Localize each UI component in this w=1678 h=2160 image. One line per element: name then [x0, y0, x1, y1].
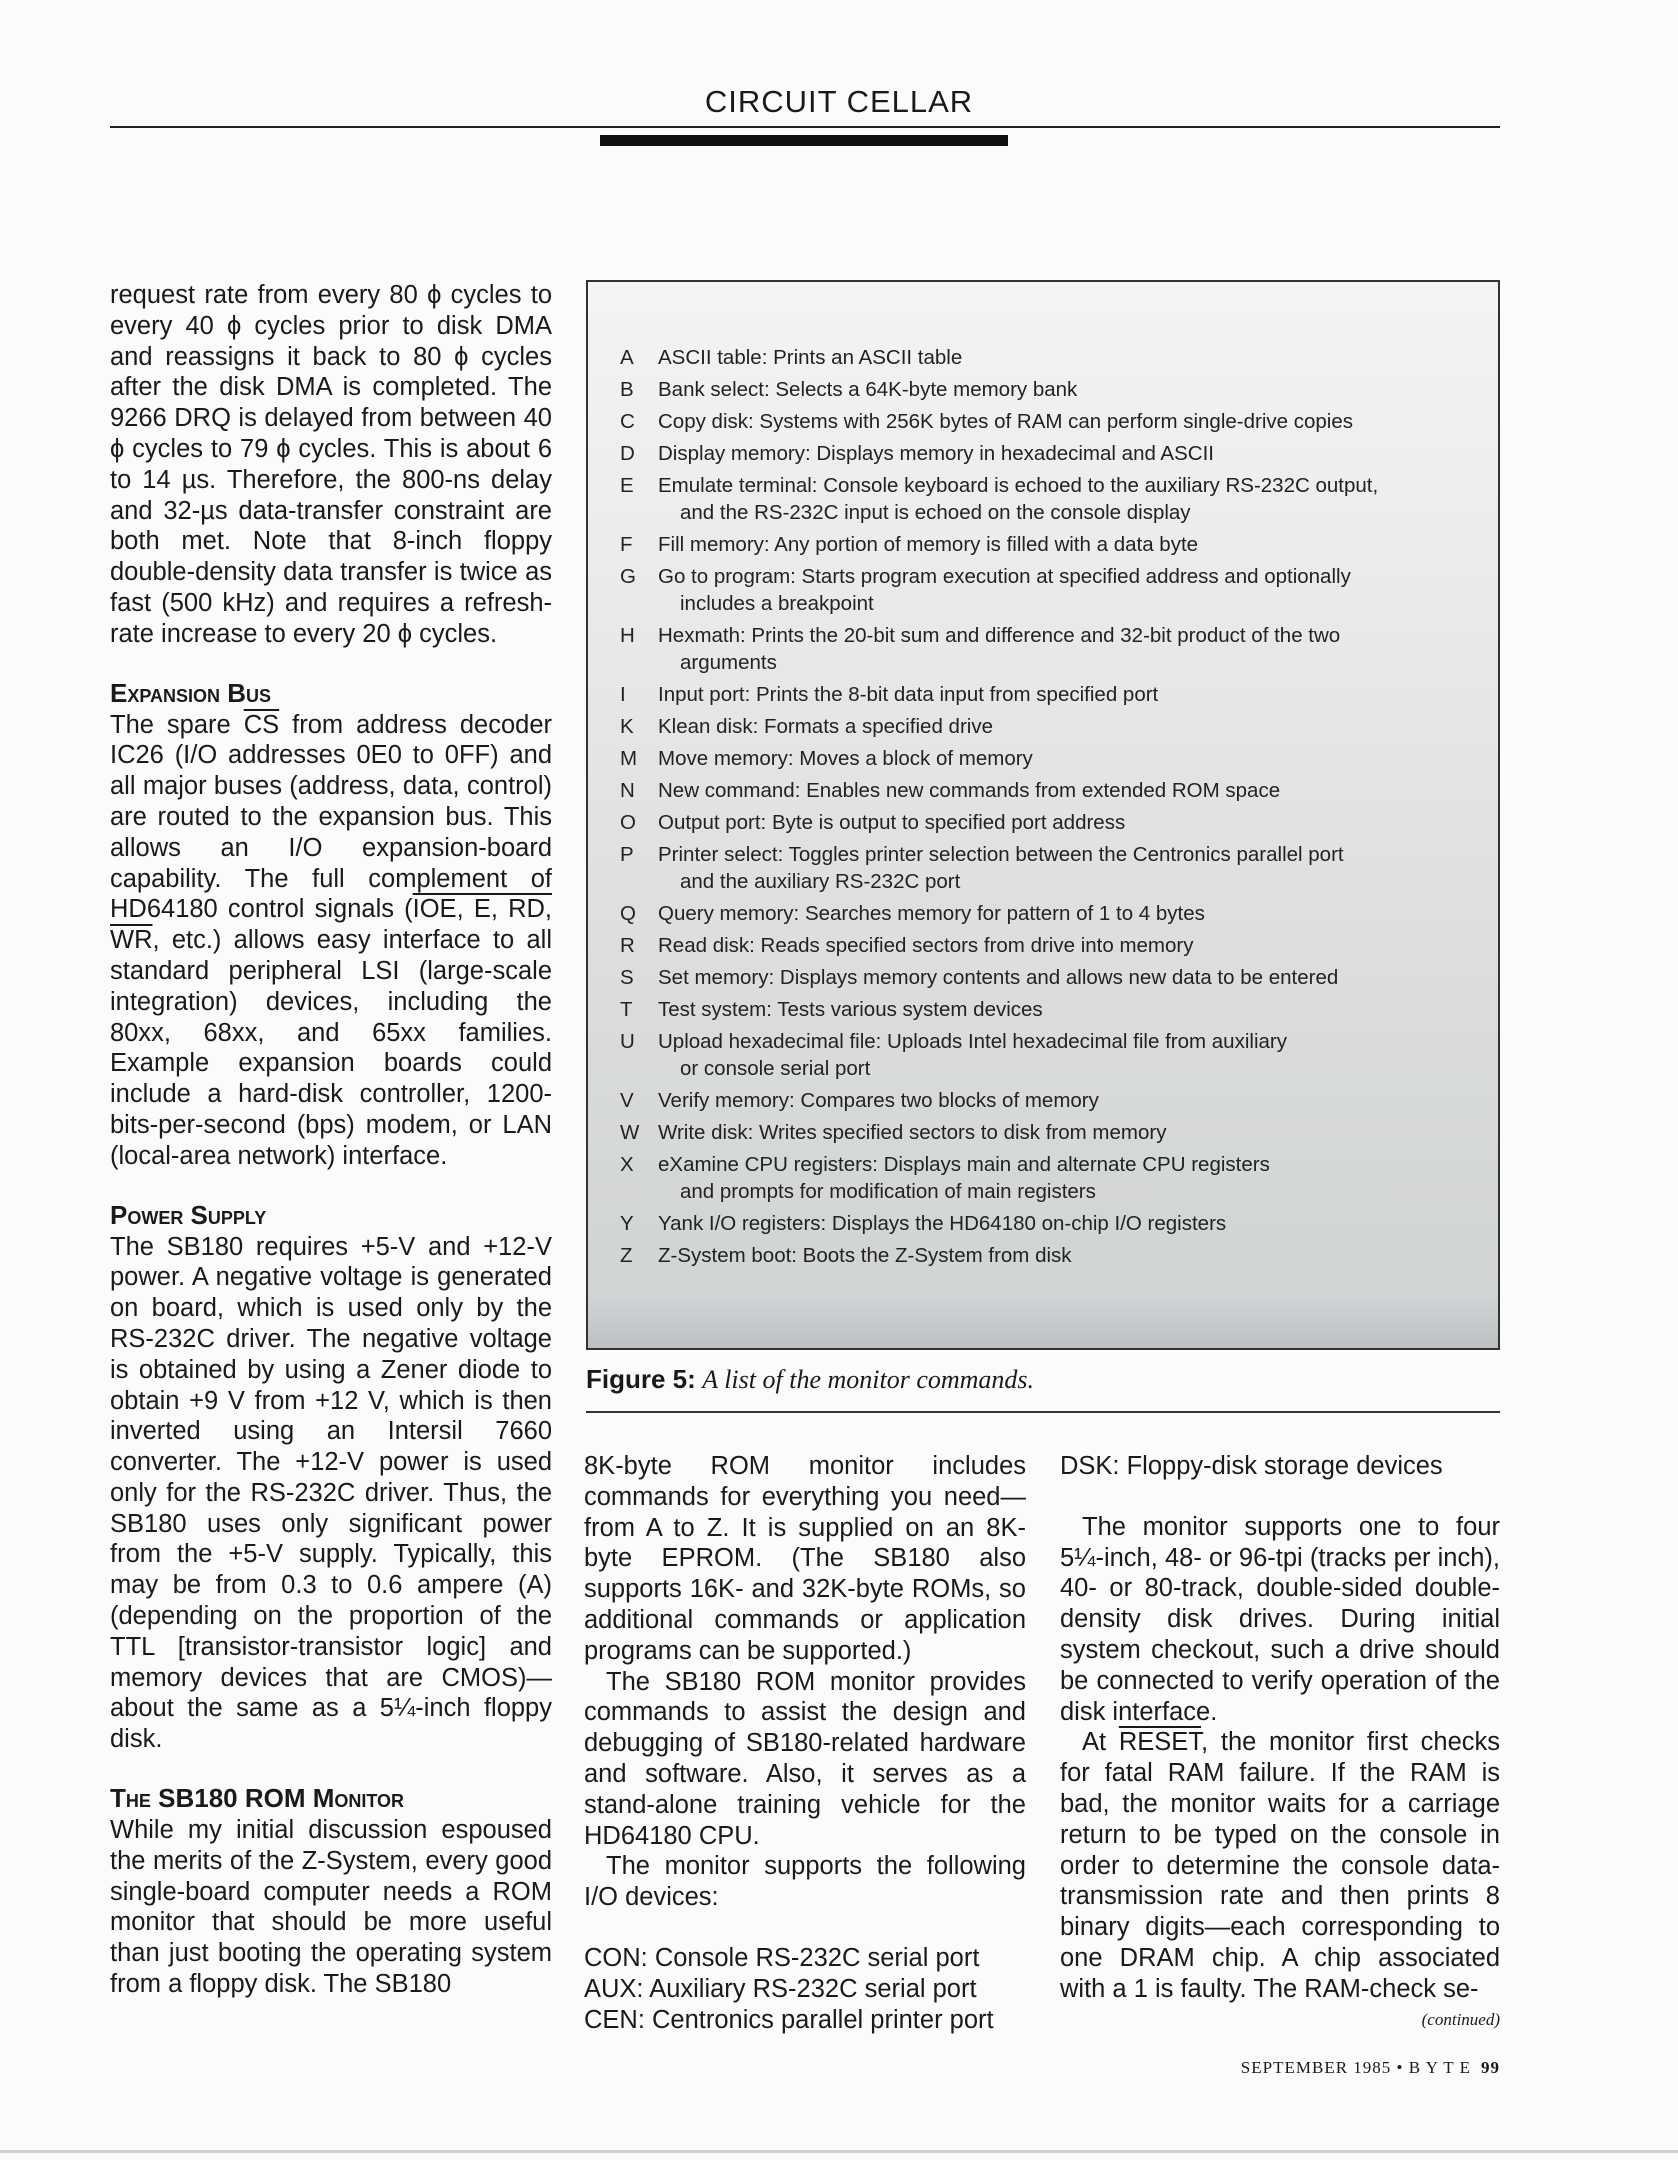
- command-description-line: Query memory: Searches memory for pattern of 1 to 4 bytes: [658, 902, 1205, 925]
- section-title: CIRCUIT CELLAR: [704, 84, 974, 119]
- page-number: 99: [1481, 2058, 1500, 2077]
- command-description: [646, 841, 1480, 895]
- command-description: [646, 713, 1480, 740]
- expansion-bus-paragraph: [110, 710, 552, 1172]
- command-description: [646, 1119, 1480, 1146]
- command-description-continuation: arguments: [680, 651, 777, 674]
- command-description: [646, 681, 1480, 708]
- command-description: [646, 996, 1480, 1023]
- command-description: [646, 622, 1480, 676]
- command-description-line: Display memory: Displays memory in hexadecimal and ASCII: [658, 442, 1214, 465]
- command-description-line: Output port: Byte is output to specified port address: [658, 811, 1126, 834]
- expansion-bus-heading-text: Expansion Bus: [110, 677, 272, 708]
- figure-5-box: [586, 280, 1500, 1350]
- bottom-edge-line: [0, 2150, 1678, 2153]
- expansion-text-1: The spare: [110, 710, 244, 739]
- header-bar: [600, 135, 1008, 146]
- device-con: CON: Console RS-232C serial port: [584, 1943, 980, 1972]
- command-list: [620, 344, 1480, 1274]
- command-letter: G: [620, 565, 636, 588]
- command-description: [646, 440, 1480, 467]
- command-letter: U: [620, 1030, 635, 1053]
- reset-text-rest: , the monitor first checks for fatal RAM failure. If the RAM is bad, the monitor waits for a carriage return to be typed on the console in order to determine the console data-transmission rate and then prints 8 binary digits—each corresponding to one DRAM chip. A chip associated with a 1 is faulty. The RAM-check se-: [1060, 1728, 1501, 2003]
- middle-paragraph-2: The SB180 ROM monitor provides commands to assist the design and debugging of SB180-related hardware and software. Also, it serves as a stand-alone training vehicle for the HD64180 CPU.: [584, 1667, 1026, 1850]
- right-column: [1060, 1451, 1500, 2005]
- command-row: [620, 841, 1480, 895]
- command-row: [620, 440, 1480, 467]
- command-row: [620, 996, 1480, 1023]
- command-description: [646, 1242, 1480, 1269]
- command-description-line: eXamine CPU registers: Displays main and alternate CPU registers: [658, 1153, 1270, 1176]
- command-letter: D: [620, 442, 635, 465]
- middle-paragraph-1: 8K-byte ROM monitor includes commands for everything you need—from A to Z. It is supplied on an 8K-byte EPROM. (The SB180 also supports 16K- and 32K-byte ROMs, so additional commands or application programs can be supported.): [584, 1452, 1026, 1665]
- intro-paragraph: request rate from every 80 ϕ cycles to every 40 ϕ cycles prior to disk DMA and reassigns it back to 80 ϕ cycles after the disk DMA is completed. The 9266 DRQ is delayed from between 40 ϕ cycles to 79 ϕ cycles. This is about 6 to 14 µs. Therefore, the 800-ns delay and 32-µs data-transfer constraint are both met. Note that 8-inch floppy double-density data transfer is twice as fast (500 kHz) and requires a refresh-rate increase to every 20 ϕ cycles.: [110, 281, 552, 648]
- command-letter: F: [620, 533, 633, 556]
- command-row: [620, 932, 1480, 959]
- command-letter: C: [620, 410, 635, 433]
- command-description-line: Move memory: Moves a block of memory: [658, 747, 1033, 770]
- command-letter: Q: [620, 902, 636, 925]
- command-row: [620, 408, 1480, 435]
- command-row: [620, 900, 1480, 927]
- figure-caption-label: Figure 5:: [586, 1364, 696, 1394]
- page-footer: [1100, 2058, 1500, 2078]
- command-letter: T: [620, 998, 633, 1021]
- command-letter: A: [620, 346, 634, 369]
- command-description-line: ASCII table: Prints an ASCII table: [658, 346, 963, 369]
- command-description: [646, 344, 1480, 371]
- command-description-line: Go to program: Starts program execution at specified address and optionally: [658, 565, 1351, 588]
- reset-text-start: At: [1082, 1728, 1119, 1757]
- figure-caption: [586, 1364, 1034, 1395]
- command-letter: B: [620, 378, 634, 401]
- command-row: [620, 1151, 1480, 1205]
- command-row: [620, 1087, 1480, 1114]
- command-description-continuation: and prompts for modification of main registers: [680, 1180, 1096, 1203]
- command-row: [620, 809, 1480, 836]
- command-description-line: Fill memory: Any portion of memory is filled with a data byte: [658, 533, 1199, 556]
- rom-monitor-paragraph: While my initial discussion espoused the merits of the Z-System, every good single-board computer needs a ROM monitor that should be more useful than just booting the operating system from a floppy disk. The SB180: [110, 1816, 552, 1999]
- command-description-line: Hexmath: Prints the 20-bit sum and difference and 32-bit product of the two: [658, 624, 1341, 647]
- command-row: [620, 622, 1480, 676]
- left-column: [110, 280, 552, 2000]
- command-letter: E: [620, 474, 634, 497]
- command-description-line: Write disk: Writes specified sectors to disk from memory: [658, 1121, 1167, 1144]
- command-description: [646, 745, 1480, 772]
- header-rule: [110, 126, 1500, 128]
- command-letter: O: [620, 811, 636, 834]
- command-description: [646, 932, 1480, 959]
- command-description-line: Copy disk: Systems with 256K bytes of RAM can perform single-drive copies: [658, 410, 1353, 433]
- command-letter: R: [620, 934, 635, 957]
- command-description: [646, 900, 1480, 927]
- command-letter: M: [620, 747, 638, 770]
- command-description-line: Upload hexadecimal file: Uploads Intel hexadecimal file from auxiliary: [658, 1030, 1287, 1053]
- command-description-line: New command: Enables new commands from extended ROM space: [658, 779, 1281, 802]
- figure-shading: [588, 1298, 1498, 1348]
- device-cen: CEN: Centronics parallel printer port: [584, 2005, 994, 2034]
- command-row: [620, 964, 1480, 991]
- command-description: [646, 809, 1480, 836]
- expansion-text-3: , etc.) allows easy interface to all standard peripheral LSI (large-scale integration) devices, including the 80xx, 68xx, and 65xx families. Example expansion boards could include a hard-disk controller, 1200-bits-per-second (bps) modem, or LAN (local-area network) interface.: [110, 926, 552, 1170]
- power-supply-heading-text: Power Supply: [110, 1199, 267, 1230]
- expansion-bus-heading: [110, 678, 552, 708]
- command-row: [620, 1028, 1480, 1082]
- command-description-continuation: and the auxiliary RS-232C port: [680, 870, 961, 893]
- command-letter: K: [620, 715, 634, 738]
- power-supply-heading: [110, 1200, 552, 1230]
- command-description: [646, 1028, 1480, 1082]
- command-description: [646, 1087, 1480, 1114]
- cs-signal: $\overline{CS}$: [243, 710, 280, 739]
- command-row: [620, 376, 1480, 403]
- command-description: [646, 964, 1480, 991]
- middle-paragraph-3: The monitor supports the following I/O devices:: [584, 1852, 1026, 1912]
- command-description-continuation: includes a breakpoint: [680, 592, 874, 615]
- command-row: [620, 681, 1480, 708]
- command-letter: H: [620, 624, 635, 647]
- command-letter: Z: [620, 1244, 633, 1267]
- command-row: [620, 472, 1480, 526]
- continued-note: (continued): [1421, 2010, 1500, 2029]
- command-description-line: Klean disk: Formats a specified drive: [658, 715, 993, 738]
- figure-caption-text: A list of the monitor commands.: [702, 1365, 1035, 1394]
- middle-column: [584, 1451, 1026, 2035]
- device-list: [584, 1943, 1026, 2035]
- command-description: [646, 531, 1480, 558]
- command-description: [646, 472, 1480, 526]
- command-description-line: Read disk: Reads specified sectors from drive into memory: [658, 934, 1194, 957]
- command-row: [620, 777, 1480, 804]
- caption-rule: [586, 1411, 1500, 1413]
- command-description-line: Emulate terminal: Console keyboard is echoed to the auxiliary RS-232C output,: [658, 474, 1379, 497]
- command-description: [646, 408, 1480, 435]
- command-description: [646, 1151, 1480, 1205]
- command-row: [620, 745, 1480, 772]
- command-letter: N: [620, 779, 635, 802]
- command-description-line: Set memory: Displays memory contents and allows new data to be entered: [658, 966, 1339, 989]
- rom-monitor-heading-text: The SB180 ROM Monitor: [110, 1783, 405, 1814]
- command-description-line: Yank I/O registers: Displays the HD64180 on-chip I/O registers: [658, 1212, 1227, 1235]
- command-row: [620, 563, 1480, 617]
- command-description-line: Input port: Prints the 8-bit data input from specified port: [658, 683, 1159, 706]
- command-row: [620, 344, 1480, 371]
- command-row: [620, 1119, 1480, 1146]
- reset-signal: RESET: [1118, 1728, 1202, 1757]
- expansion-text-2: from address decoder IC26 (I/O addresses 0E0 to 0FF) and all major buses (address, data, control) are routed to the expansion bus. This allows an I/O expansion-board capability. The full complement of HD64180 control signals (: [110, 710, 552, 924]
- power-supply-paragraph: The SB180 requires +5-V and +12-V power. A negative voltage is generated on board, which is used only by the RS-232C driver. The negative voltage is obtained by using a Zener diode to obtain +9 V from +12 V, which is then inverted using an Intersil 7660 converter. The +12-V power is used only for the RS-232C driver. Thus, the SB180 uses only significant power from the +5-V supply. Typically, this may be from 0.3 to 0.6 ampere (A) (depending on the proportion of the TTL [transistor-transistor logic] and memory devices that are CMOS)—about the same as a 5¼-inch floppy disk.: [110, 1232, 552, 1754]
- command-description-line: Printer select: Toggles printer selection between the Centronics parallel port: [658, 843, 1344, 866]
- command-description-line: Test system: Tests various system devices: [658, 998, 1043, 1021]
- right-paragraph-1: The monitor supports one to four 5¼-inch, 48- or 96-tpi (tracks per inch), 40- or 80-track, double-sided double-density disk drives. During initial system checkout, such a drive should be connected to verify operation of the disk interface.: [1060, 1512, 1500, 1726]
- rom-monitor-heading: [110, 1783, 552, 1813]
- command-letter: X: [620, 1153, 634, 1176]
- command-description-line: Bank select: Selects a 64K-byte memory bank: [658, 378, 1078, 401]
- command-letter: I: [620, 683, 626, 706]
- command-row: [620, 713, 1480, 740]
- command-description-continuation: or console serial port: [680, 1057, 871, 1080]
- command-description-line: Verify memory: Compares two blocks of memory: [658, 1089, 1099, 1112]
- right-paragraph-2: [1060, 1727, 1500, 2004]
- command-letter: Y: [620, 1212, 634, 1235]
- device-dsk: DSK: Floppy-disk storage devices: [1060, 1452, 1443, 1480]
- command-letter: V: [620, 1089, 634, 1112]
- command-row: [620, 1242, 1480, 1269]
- command-row: [620, 1210, 1480, 1237]
- command-description: [646, 563, 1480, 617]
- command-description: [646, 777, 1480, 804]
- device-aux: AUX: Auxiliary RS-232C serial port: [584, 1974, 977, 2003]
- command-letter: W: [620, 1121, 640, 1144]
- command-description: [646, 376, 1480, 403]
- command-letter: S: [620, 966, 634, 989]
- command-description: [646, 1210, 1480, 1237]
- footer-issue: SEPTEMBER 1985 • B Y T E: [1240, 2058, 1471, 2077]
- command-description-line: Z-System boot: Boots the Z-System from disk: [658, 1244, 1072, 1267]
- command-row: [620, 531, 1480, 558]
- command-description-continuation: and the RS-232C input is echoed on the console display: [680, 501, 1191, 524]
- command-letter: P: [620, 843, 634, 866]
- control-signals: IOE, E, RD, WR: [110, 895, 552, 955]
